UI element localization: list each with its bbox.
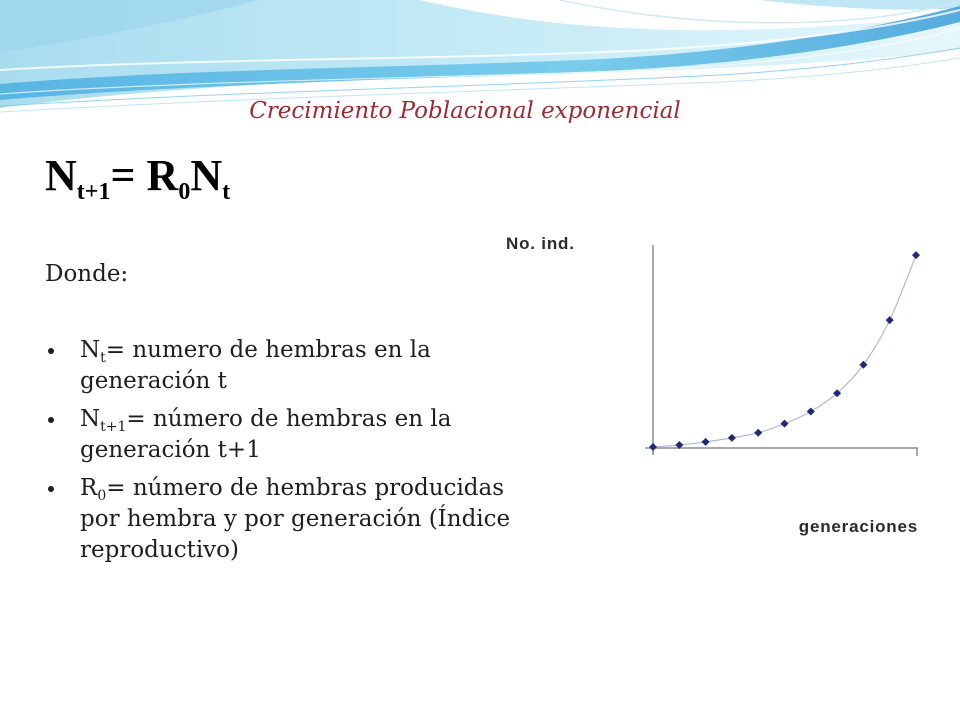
bullet-line (80, 404, 510, 435)
data-point (886, 316, 894, 324)
growth-chart (488, 215, 932, 540)
bullet-text: = numero de hembras en la (105, 337, 431, 363)
bullet-text: = número de hembras en la (126, 406, 452, 432)
slide-title: Crecimiento Poblacional exponencial (249, 98, 681, 124)
formula-symbol-n: N (190, 151, 223, 200)
chart-series-group (649, 251, 920, 451)
bullet-symbol: N (80, 406, 101, 432)
bullet-line: generación t (80, 368, 227, 394)
formula-subscript: t+1 (76, 179, 111, 205)
data-point (781, 420, 789, 428)
data-point (702, 438, 710, 446)
formula-subscript: 0 (178, 179, 191, 205)
data-point (728, 434, 736, 442)
list-item (45, 335, 510, 397)
list-item (45, 473, 510, 566)
bullet-line: por hembra y por generación (Índice (80, 506, 511, 532)
bullet-line (80, 473, 510, 504)
chart-canvas (488, 215, 932, 540)
bullet-text: = número de hembras producidas (106, 475, 505, 501)
bullet-subscript: t (100, 350, 106, 366)
bullet-line: generación t+1 (80, 437, 261, 463)
list-item (45, 404, 510, 466)
bullet-line: reproductivo) (80, 537, 240, 563)
definition-list (45, 335, 510, 573)
formula-symbol-n: N (45, 151, 77, 200)
data-point (649, 443, 657, 451)
intro-text: Donde: (45, 261, 129, 287)
bullet-subscript: 0 (97, 488, 107, 504)
x-axis-label: generaciones (798, 517, 918, 536)
data-point (754, 429, 762, 437)
data-point (807, 407, 815, 415)
bullet-marker (48, 486, 54, 492)
y-axis-label: No. ind. (506, 234, 575, 253)
bullet-symbol: N (80, 337, 101, 363)
formula (45, 151, 231, 205)
data-point (912, 251, 920, 259)
bullet-marker (48, 417, 54, 423)
formula-subscript: t (222, 179, 231, 205)
bullet-symbol: R (80, 475, 98, 501)
bullet-line (80, 335, 510, 366)
bullet-subscript: t+1 (100, 419, 127, 435)
formula-equals-r: = R (110, 151, 179, 200)
series-line (653, 255, 916, 447)
bullet-marker (48, 348, 54, 354)
